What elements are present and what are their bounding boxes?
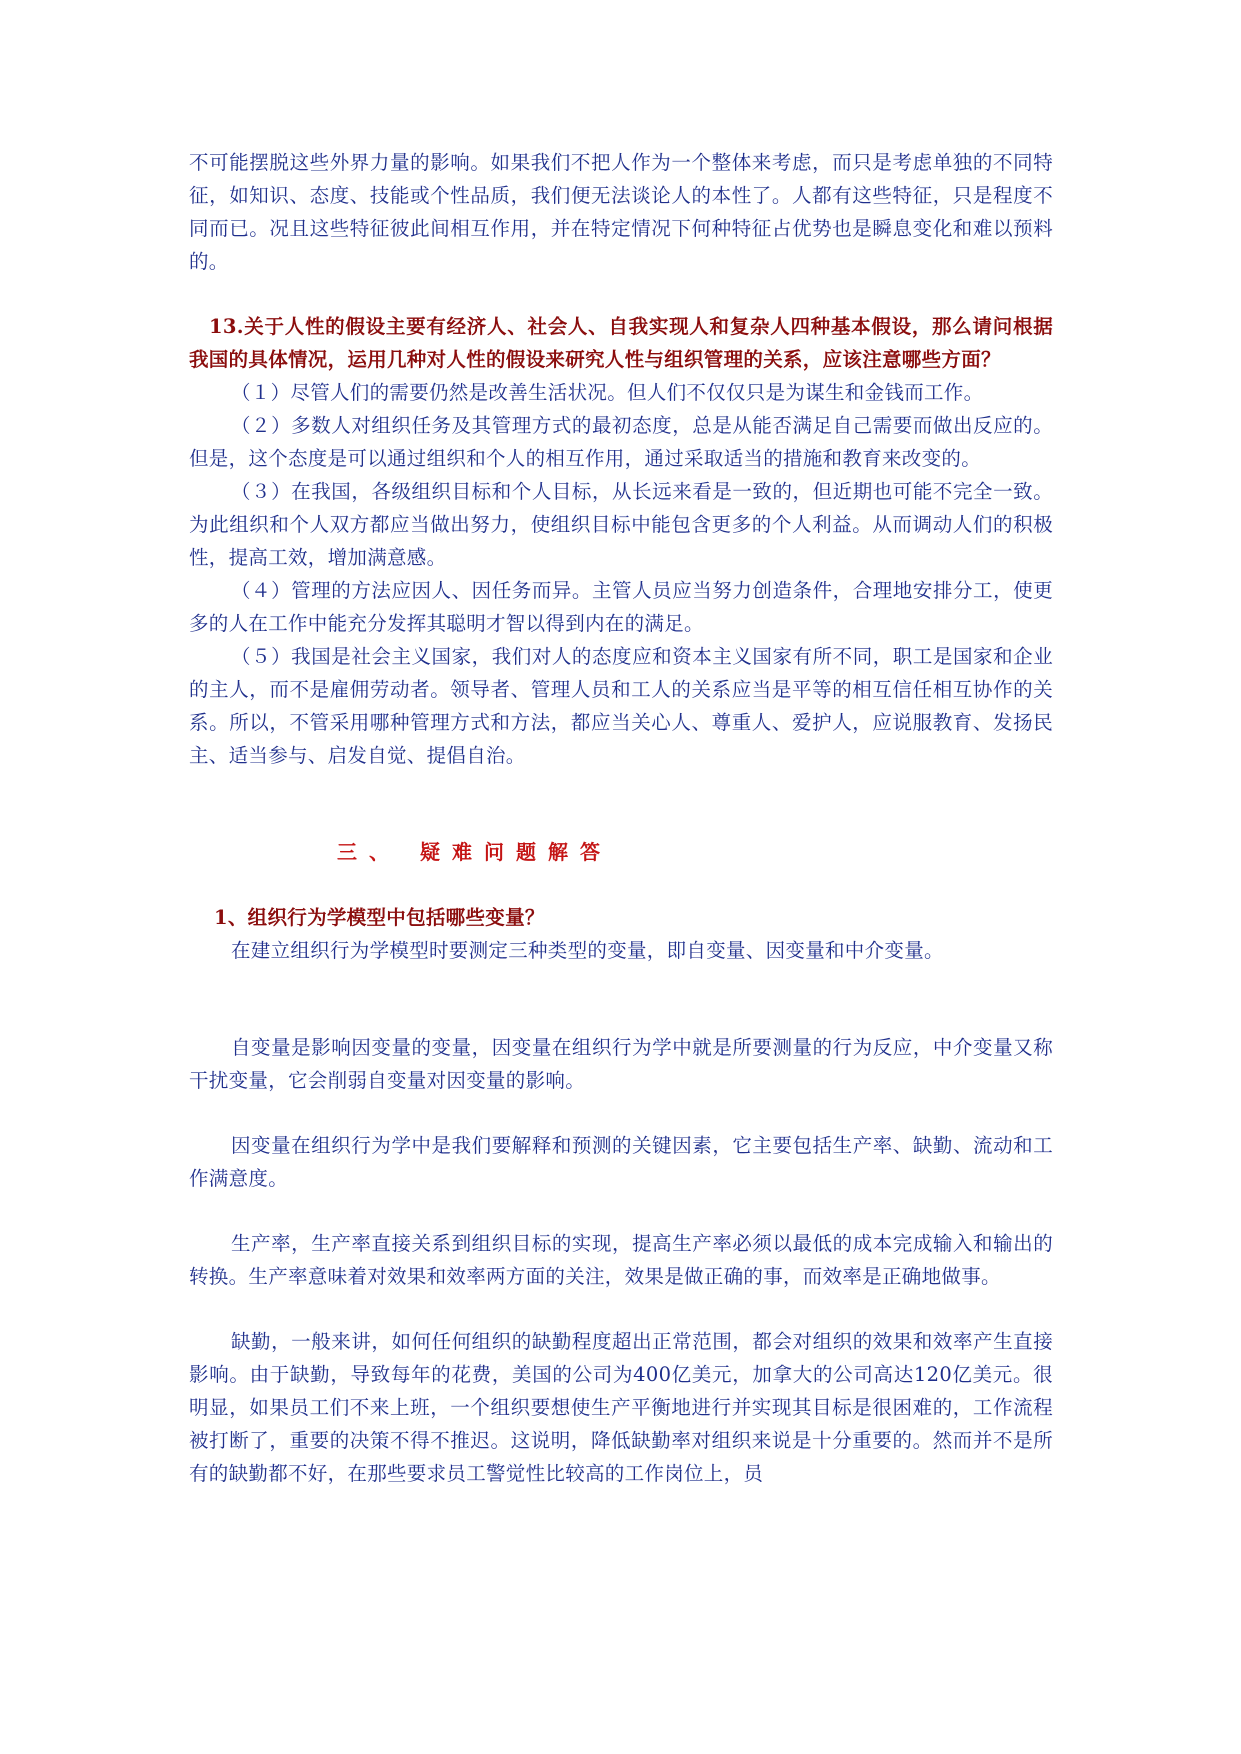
answer-1-paragraph-4: 缺勤，一般来讲，如何任何组织的缺勤程度超出正常范围，都会对组织的效果和效率产生直接影响。由于缺勤，导致每年的花费，美国的公司为400亿美元，加拿大的公司高达120亿美元。很明显，如果员工们不来上班，一个组织要想使生产平衡地进行并实现其目标是很困难的，工作流程被打断了，重要的决策不得不推迟。这说明，降低缺勤率对组织来说是十分重要的。然而并不是所有的缺勤都不好，在那些要求员工警觉性比较高的工作岗位上，员: [189, 1330, 1053, 1485]
question-13-title: 13.关于人性的假设主要有经济人、社会人、自我实现人和复杂人四种基本假设，那么请问根据我国的具体情况，运用几种对人性的假设来研究人性与组织管理的关系，应该注意哪些方面？: [189, 315, 1053, 371]
spacer: [189, 1195, 1053, 1227]
spacer: [189, 278, 1053, 310]
answer-13-item-2: （２）多数人对组织任务及其管理方式的最初态度，总是从能否满足自己需要而做出反应的。但是，这个态度是可以通过组织和个人的相互作用，通过采取适当的措施和教育来改变的。: [189, 414, 1053, 470]
answer-1-intro: 在建立组织行为学模型时要测定三种类型的变量，即自变量、因变量和中介变量。: [231, 939, 944, 962]
spacer: [189, 967, 1053, 1031]
answer-13-item-3: （３）在我国，各级组织目标和个人目标，从长远来看是一致的，但近期也可能不完全一致。为此组织和个人双方都应当做出努力，使组织目标中能包含更多的个人利益。从而调动人们的积极性，提高工效，增加满意感。: [189, 480, 1053, 569]
answer-13-item-4: （４）管理的方法应因人、因任务而异。主管人员应当努力创造条件，合理地安排分工，使更多的人在工作中能充分发挥其聪明才智以得到内在的满足。: [189, 579, 1053, 635]
answer-13-item-5: （５）我国是社会主义国家，我们对人的态度应和资本主义国家有所不同，职工是国家和企业的主人，而不是雇佣劳动者。领导者、管理人员和工人的关系应当是平等的相互信任相互协作的关系。所以，不管采用哪种管理方式和方法，都应当关心人、尊重人、爱护人，应说服教育、发扬民主、适当参与、启发自觉、提倡自治。: [189, 645, 1053, 767]
answer-1-paragraph-3: 生产率，生产率直接关系到组织目标的实现，提高生产率必须以最低的成本完成输入和输出的转换。生产率意味着对效果和效率两方面的关注，效果是做正确的事，而效率是正确地做事。: [189, 1232, 1053, 1288]
section-heading: 三、 疑难问题解答: [337, 840, 612, 864]
spacer: [189, 772, 1053, 836]
answer-13-item-1: （１）尽管人们的需要仍然是改善生活状况。但人们不仅仅只是为谋生和金钱而工作。: [231, 381, 984, 404]
question-1-title: 1、组织行为学模型中包括哪些变量？: [214, 906, 545, 929]
intro-paragraph: 不可能摆脱这些外界力量的影响。如果我们不把人作为一个整体来考虑，而只是考虑单独的不同特征，如知识、态度、技能或个性品质，我们便无法谈论人的本性了。人都有这些特征，只是程度不同而已。况且这些特征彼此间相互作用，并在特定情况下何种特征占优势也是瞬息变化和难以预料的。: [189, 151, 1053, 273]
spacer: [189, 1097, 1053, 1129]
spacer: [189, 869, 1053, 901]
spacer: [189, 1293, 1053, 1325]
answer-1-paragraph-2: 因变量在组织行为学中是我们要解释和预测的关键因素，它主要包括生产率、缺勤、流动和工作满意度。: [189, 1134, 1053, 1190]
document-page: [189, 146, 1053, 1490]
answer-1-paragraph-1: 自变量是影响因变量的变量，因变量在组织行为学中就是所要测量的行为反应，中介变量又称干扰变量，它会削弱自变量对因变量的影响。: [189, 1036, 1053, 1092]
